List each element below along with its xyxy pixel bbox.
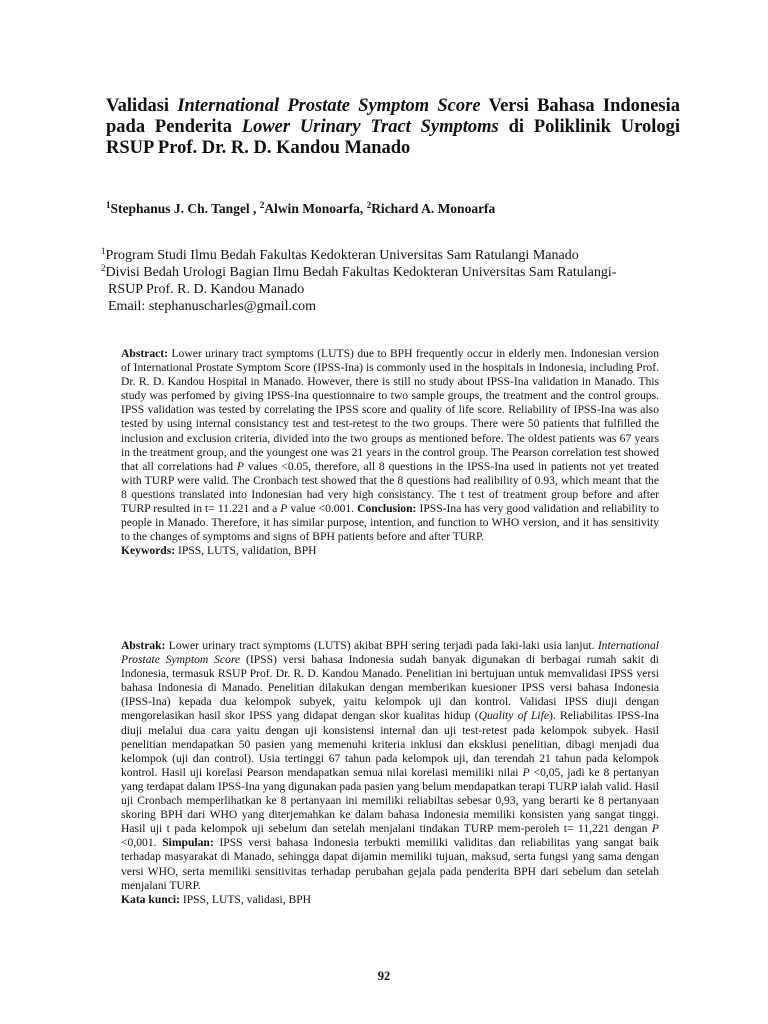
keywords-text: IPSS, LUTS, validation, BPH bbox=[178, 544, 317, 558]
abstrak-text: <0,001. bbox=[121, 836, 157, 850]
affiliations bbox=[101, 247, 681, 315]
abstrak-text: IPSS versi bahasa Indonesia terbukti memiliki validitas dan reliabilitas yang sangat baik terhadap masyarakat di Manado, sehingga dapat dijamin memiliki tujuan, maksud, serta fungsi yang sama dengan versi WHO, serta memiliki sensitivitas terhadap perubahan gejala pada penderita BPH dari sebelum dan setelah menjalani TURP. bbox=[121, 836, 659, 892]
author-name: Alwin Monoarfa, bbox=[264, 201, 364, 216]
affil-mark: 2 bbox=[101, 263, 106, 273]
abstract-text: values <0.05, therefore, all 8 questions in the IPSS-Ina used in patients not yet treated with TURP were valid. The Cronbach test showed that the 8 questions had realibility of 0.93, which meant that the 8 questions translated into Indonesian had very high consistancy. The t test of treatment group before and after TURP resulted in t= 11.221 and a bbox=[121, 459, 659, 516]
title-italic-luts: Lower Urinary Tract Symptoms bbox=[241, 117, 499, 137]
abstrak-label: Abstrak: bbox=[121, 639, 166, 652]
abstract-text: value <0.001. bbox=[290, 502, 355, 516]
abstract-english bbox=[121, 347, 659, 558]
title-text: di Poliklinik Urologi RSUP Prof. Dr. R. D. Kandou Manado bbox=[106, 117, 681, 158]
page-number: 92 bbox=[377, 969, 391, 983]
keywords-label: Keywords: bbox=[121, 544, 176, 558]
abstract-body bbox=[121, 347, 659, 544]
abstract-italic: P bbox=[280, 502, 288, 516]
title-text: Validasi bbox=[106, 96, 170, 116]
abstrak-italic: P bbox=[522, 765, 530, 779]
author-affil-mark: 1 bbox=[106, 200, 111, 210]
kata-kunci-text: IPSS, LUTS, validasi, BPH bbox=[182, 892, 312, 906]
conclusion-label: Conclusion: bbox=[357, 502, 417, 516]
affil-text: Divisi Bedah Urologi Bagian Ilmu Bedah Fakultas Kedokteran Universitas Sam Ratulangi- bbox=[105, 265, 617, 280]
abstract-indonesian bbox=[121, 639, 659, 907]
kata-kunci-label: Kata kunci: bbox=[121, 892, 180, 906]
abstrak-text: ). Reliabilitas IPSS-Ina diuji melalui dua cara yaitu dengan uji konsistensi internal dan uji test-retest pada kelompok subyek. Hasil penelitian mendapatkan 50 pasien yang memenuhi kriteria inklusi dan eksklusi penelitian, dibagi menjadi dua kelompok (uji dan control). Usia tertinggi 67 tahun pada kelompok uji, dan terendah 21 tahun pada kelompok kontrol. Hasil uji korelasi Pearson mendapatkan semua nilai korelasi memiliki nilai bbox=[121, 709, 659, 779]
abstrak-text: (IPSS) versi bahasa Indonesia sudah banyak digunakan di berbagai rumah sakit di Indonesia, termasuk RSUP Prof. Dr. R. D. Kandou Manado. Penelitian ini bertujuan untuk memvalidasi IPSS versi bahasa Indonesia di Manado. Penelitian dilakukan dengan memberikan kuesioner IPSS versi bahasa Indonesia (IPSS-Ina) kepada dua kelompok subyek, yaitu kelompok uji dan kontrol. Validasi IPSS diuji dengan mengorelasikan hasil skor IPSS yang didapat dengan skor kualitas hidup ( bbox=[121, 653, 660, 723]
author-name: Stephanus J. Ch. Tangel , bbox=[110, 201, 257, 216]
abstract-text: Lower urinary tract symptoms (LUTS) due to BPH frequently occur in elderly men. Indonesian version of International Prostate Symptom Score (IPSS-Ina) is commonly used in the hospitals in Indonesia, including Prof. Dr. R. D. Kandou Hospital in Manado. However, there is still no study about IPSS-Ina validation in Manado. This study was perfomed by giving IPSS-Ina questionnaire to two sample groups, the treatment and the control groups. IPSS validation was tested by correlating the IPSS score and quality of life score. Reliability of IPSS-Ina was also tested by using internal consistancy test and test-retest to the two groups. There were 50 patients that fulfilled the inclusion and exclusion criteria, divided into the two groups as mentioned before. The oldest patients was 67 years in the treatment group, and the youngest one was 21 years in the control group. The Pearson correlation test showed that all correlations had bbox=[121, 347, 659, 473]
article-title bbox=[106, 96, 680, 159]
keywords bbox=[121, 544, 659, 558]
title-text: Versi Bahasa Indonesia pada Penderita bbox=[106, 96, 681, 137]
author-affil-mark: 2 bbox=[366, 200, 372, 210]
author-list bbox=[106, 200, 666, 218]
abstract-italic: P bbox=[236, 459, 244, 473]
kata-kunci bbox=[121, 893, 659, 907]
abstrak-text: <0,05, jadi ke 8 pertanyan yang terdapat dalam IPSS-Ina yang digunakan pada pasien yang belum mendapatkan terapi TURP ialah valid. Hasil uji Cronbach memperlihatkan ke 8 pertanyaan ini memiliki reliabiltas sebesar 0,93, yang berarti ke 8 pertanyaan skoring BPH dari WHO yang diterjemahkan ke dalam bahasa Indonesia memiliki konsisten yang sangat tinggi. Hasil uji t pada kelompok uji sebelum dan setelah menjalani tindakan TURP mem-peroleh t= 11,221 dengan bbox=[121, 765, 659, 836]
affiliation-2 bbox=[101, 264, 681, 281]
simpulan-label: Simpulan: bbox=[162, 836, 214, 850]
affiliation-2-cont: RSUP Prof. R. D. Kandou Manado bbox=[108, 282, 305, 297]
abstrak-italic: International Prostate Symptom Score bbox=[121, 639, 659, 667]
affiliation-1 bbox=[101, 247, 681, 264]
affil-mark: 1 bbox=[101, 246, 106, 256]
abstract-text: IPSS-Ina has very good validation and reliability to people in Manado. Therefore, it has similar purpose, intention, and function to WHO version, and it has sensitivity to the changes of symptoms and signs of BPH patients before and after TURP. bbox=[121, 502, 660, 544]
affil-text: Program Studi Ilmu Bedah Fakultas Kedokteran Universitas Sam Ratulangi Manado bbox=[105, 248, 579, 263]
contact-email: Email: stephanuscharles@gmail.com bbox=[108, 299, 317, 314]
author-name: Richard A. Monoarfa bbox=[371, 201, 496, 216]
abstrak-italic: Quality of Life bbox=[478, 709, 550, 723]
abstract-label: Abstract: bbox=[121, 347, 169, 360]
author-affil-mark: 2 bbox=[259, 200, 265, 210]
title-italic-ipss: International Prostate Symptom Score bbox=[177, 96, 481, 116]
abstrak-italic: P bbox=[651, 822, 659, 836]
abstrak-text: Lower urinary tract symptoms (LUTS) akibat BPH sering terjadi pada laki-laki usia lanjut. bbox=[168, 639, 595, 652]
abstrak-body bbox=[121, 639, 659, 893]
